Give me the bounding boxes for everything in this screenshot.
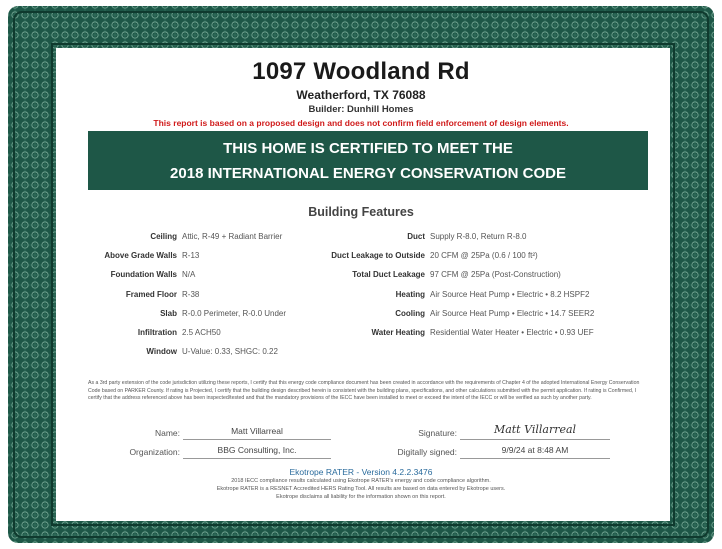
feature-label: Slab [160,309,177,318]
feature-label: Heating [395,290,425,299]
feature-value: 2.5 ACH50 [182,328,221,337]
footer-line-1: 2018 IECC compliance results calculated using Ekotrope RATER's energy and code compliance algorithm. [231,478,491,484]
feature-label: Duct [407,232,425,241]
banner-line-1: THIS HOME IS CERTIFIED TO MEET THE [223,140,513,157]
building-features-title: Building Features [308,205,414,219]
design-notice: This report is based on a proposed design and does not confirm field enforcement of design elements. [153,118,569,128]
feature-value: R-13 [182,251,200,260]
name-label: Name: [154,428,180,438]
feature-value: 97 CFM @ 25Pa (Post-Construction) [430,270,561,279]
feature-value: Residential Water Heater • Electric • 0.93 UEF [430,328,594,337]
digitally-signed-value: 9/9/24 at 8:48 AM [460,445,610,459]
feature-label: Window [146,347,177,356]
feature-label: Water Heating [371,328,425,337]
signature-value: Matt Villarreal [460,423,610,440]
banner-line-2: 2018 INTERNATIONAL ENERGY CONSERVATION CODE [170,165,566,182]
address-title: 1097 Woodland Rd [252,58,470,85]
feature-value: R-38 [182,290,200,299]
certification-statement: As a 3rd party extension of the code jurisdiction utilizing these reports, I certify that this energy code compliance document has been created in accordance with the requirements of Chapter 4 of the adopted International Energy Conservation Code based on PARKER County. If rating is Projected, I certify that the building design described herein is consistent with the building plans, specifications, and other calculations submitted with the permit application. If rating is Confirmed, I certify that the address referenced above has been inspected/tested and that the mandatory provisions of the IECC have been installed to meet or exceed the intent of the IECC or will be verified as such by another party. [88,380,640,401]
organization-label: Organization: [129,447,180,457]
city-line: Weatherford, TX 76088 [296,88,426,102]
software-version: Ekotrope RATER - Version 4.2.2.3476 [289,467,433,477]
digitally-signed-label: Digitally signed: [397,447,457,457]
feature-label: Foundation Walls [110,270,177,279]
feature-label: Cooling [395,309,425,318]
feature-label: Total Duct Leakage [352,270,425,279]
certification-banner [88,131,648,190]
feature-value: 20 CFM @ 25Pa (0.6 / 100 ft²) [430,251,538,260]
signature-label: Signature: [418,428,457,438]
builder-line: Builder: Dunhill Homes [308,104,414,115]
footer-line-3: Ekotrope disclaims all liability for the information shown on this report. [276,494,446,500]
feature-value: N/A [182,270,196,279]
feature-value: Air Source Heat Pump • Electric • 14.7 SEER2 [430,309,595,318]
feature-value: U-Value: 0.33, SHGC: 0.22 [182,347,278,356]
feature-value: Supply R-8.0, Return R-8.0 [430,232,527,241]
feature-value: Air Source Heat Pump • Electric • 8.2 HSPF2 [430,290,590,299]
footer-line-2: Ekotrope RATER is a RESNET Accredited HERS Rating Tool. All results are based on data entered by Ekotrope users. [216,486,506,492]
feature-label: Ceiling [150,232,177,241]
feature-label: Framed Floor [125,290,177,299]
feature-value: Attic, R-49 + Radiant Barrier [182,232,283,241]
name-value: Matt Villarreal [183,426,331,440]
feature-label: Duct Leakage to Outside [331,251,425,260]
feature-label: Infiltration [137,328,177,337]
organization-value: BBG Consulting, Inc. [183,445,331,459]
feature-value: R-0.0 Perimeter, R-0.0 Under [182,309,287,318]
feature-label: Above Grade Walls [104,251,177,260]
